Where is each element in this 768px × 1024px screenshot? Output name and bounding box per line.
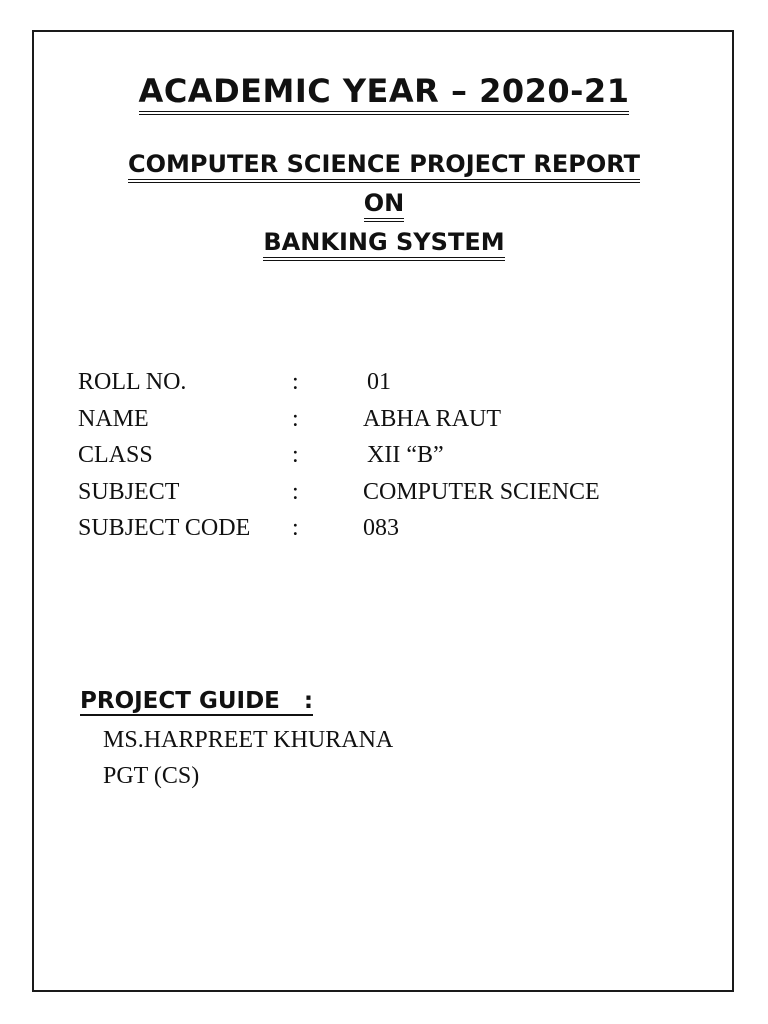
report-on-heading: [0, 189, 768, 217]
academic-year-text: ACADEMIC YEAR – 2020-21: [139, 72, 630, 115]
report-title-text: COMPUTER SCIENCE PROJECT REPORT: [128, 150, 640, 183]
academic-year-heading: [0, 72, 768, 110]
detail-separator: :: [292, 478, 299, 505]
detail-label: SUBJECT: [78, 478, 180, 505]
detail-value: XII “B”: [367, 442, 444, 468]
project-guide-info: [103, 722, 393, 794]
project-guide-heading-text: PROJECT GUIDE :: [80, 688, 314, 714]
detail-value: ABHA RAUT: [363, 405, 502, 432]
report-on-text: ON: [364, 189, 405, 222]
detail-label: ROLL NO.: [78, 369, 187, 395]
report-topic-heading: [0, 228, 768, 256]
detail-separator: :: [292, 515, 299, 541]
detail-value: 01: [367, 369, 391, 395]
report-title-heading: [0, 150, 768, 178]
detail-value: COMPUTER SCIENCE: [363, 478, 600, 505]
detail-separator: :: [292, 405, 299, 432]
guide-name: MS.HARPREET KHURANA: [103, 727, 394, 753]
detail-label: SUBJECT CODE: [78, 515, 251, 541]
detail-value: 083: [363, 515, 399, 541]
detail-separator: :: [292, 442, 299, 468]
project-guide-heading: [80, 688, 313, 714]
report-topic-text: BANKING SYSTEM: [263, 228, 504, 261]
detail-label: NAME: [78, 405, 149, 432]
detail-label: CLASS: [78, 442, 153, 468]
guide-designation: PGT (CS): [103, 763, 200, 789]
detail-separator: :: [292, 369, 299, 395]
